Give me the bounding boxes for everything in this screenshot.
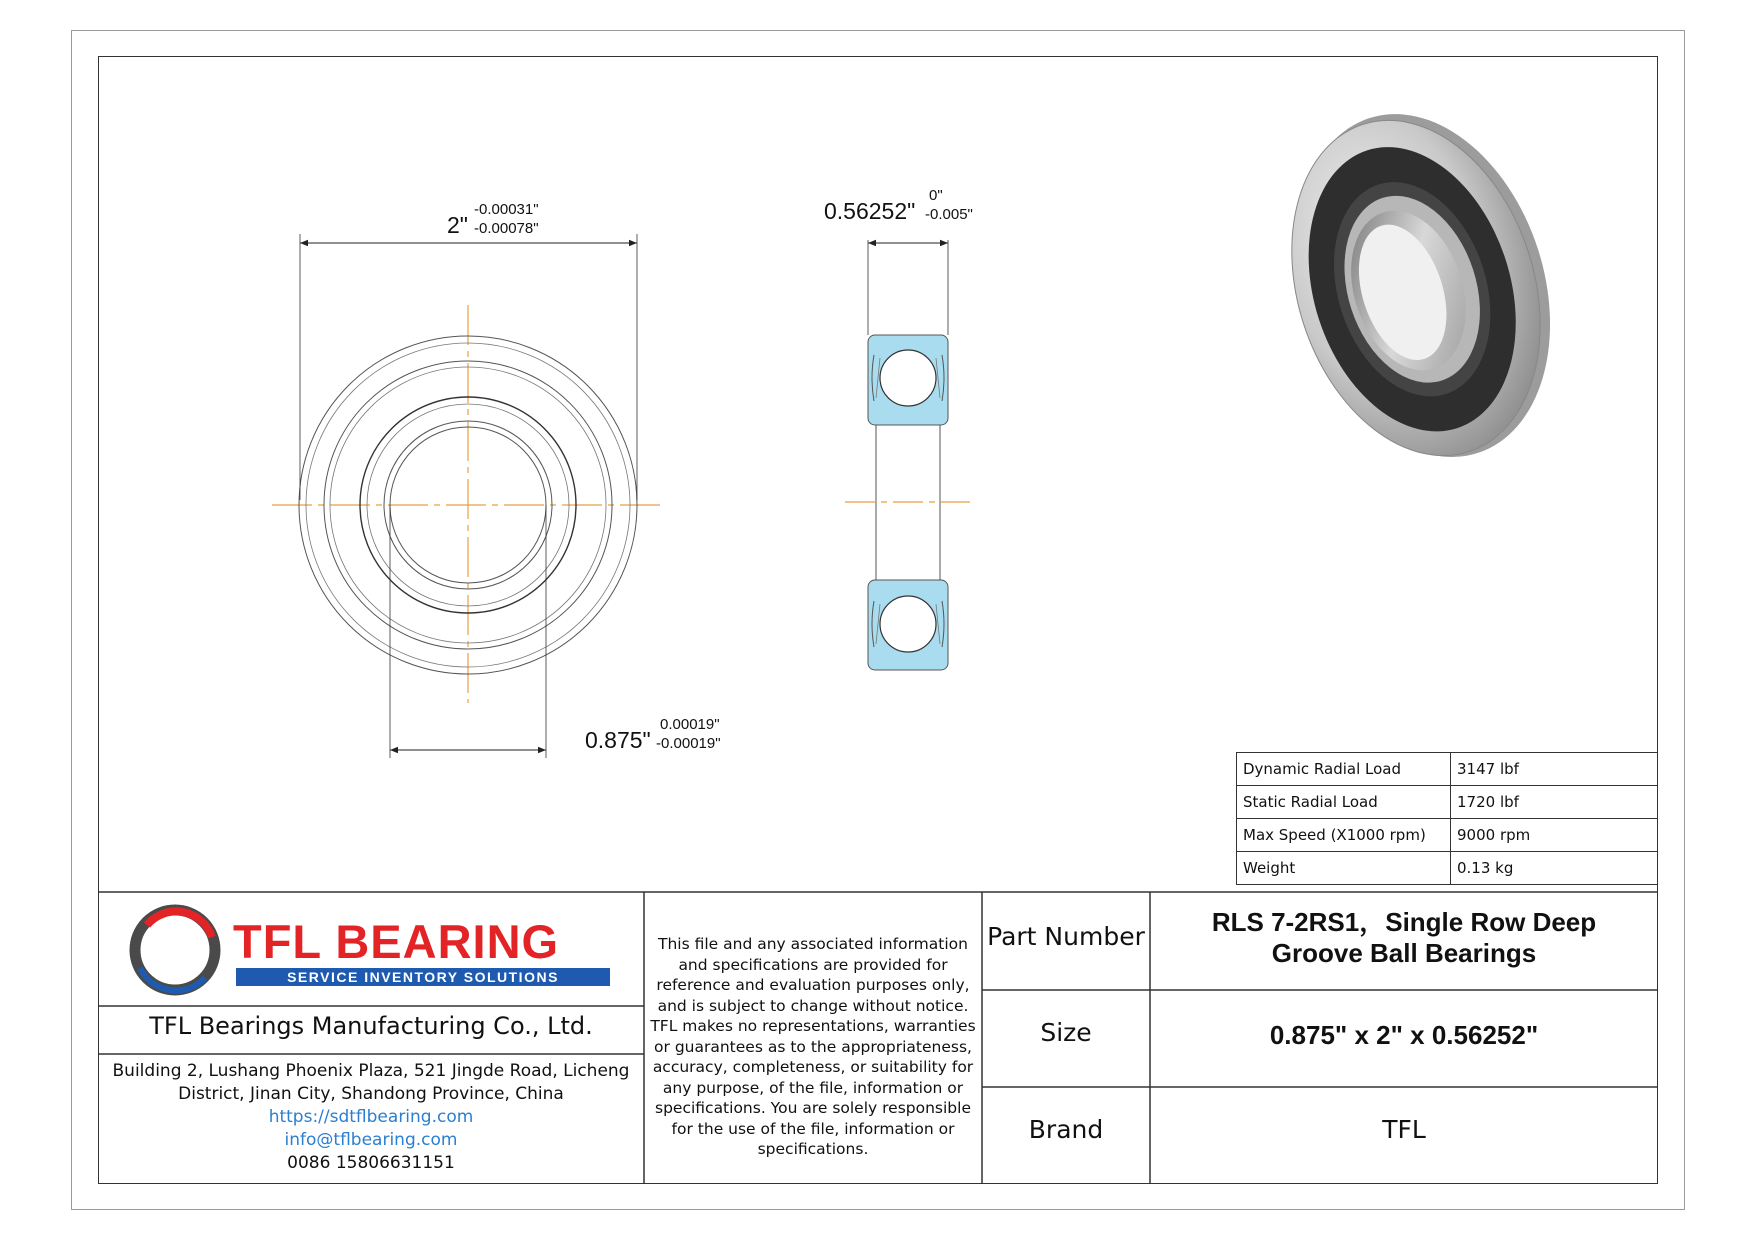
address-line-1: Building 2, Lushang Phoenix Plaza, 521 Jingde Road, Licheng — [112, 1061, 630, 1081]
disclaimer-line: This file and any associated information — [658, 935, 968, 953]
company-name: TFL Bearings Manufacturing Co., Ltd. — [149, 1012, 593, 1040]
size-label: Size — [1040, 1018, 1092, 1047]
bore-tol-upper: 0.00019" — [660, 716, 720, 733]
od-tol-lower: -0.00078" — [474, 220, 539, 237]
website-link[interactable]: https://sdtflbearing.com — [268, 1107, 474, 1127]
address-line-2: District, Jinan City, Shandong Province, China — [178, 1084, 564, 1104]
spec-label: Weight — [1237, 852, 1451, 885]
disclaimer-line: and specifications are provided for — [678, 955, 948, 974]
disclaimer-line: specifications. You are solely responsible — [655, 1099, 971, 1117]
specs-table — [1236, 752, 1658, 885]
width-tol-upper: 0" — [929, 187, 943, 204]
disclaimer-line: reference and evaluation purposes only, — [656, 976, 970, 994]
brand-value: TFL — [1382, 1115, 1426, 1144]
spec-value: 1720 lbf — [1451, 786, 1658, 819]
spec-row — [1237, 786, 1658, 819]
od-value: 2" — [447, 212, 468, 238]
spec-value: 0.13 kg — [1451, 852, 1658, 885]
front-view — [272, 234, 665, 758]
spec-value: 3147 lbf — [1451, 753, 1658, 786]
disclaimer-line: for the use of the file, information or — [671, 1119, 955, 1138]
section-view — [845, 240, 970, 670]
brand-label: Brand — [1028, 1115, 1104, 1144]
disclaimer-line: or guarantees as to the appropriateness, — [654, 1037, 972, 1056]
part-number-value — [1150, 907, 1658, 969]
bore-tol-lower: -0.00019" — [656, 735, 721, 752]
disclaimer — [644, 934, 982, 1160]
width-value: 0.56252" — [824, 198, 916, 224]
size-value: 0.875" x 2" x 0.56252" — [1269, 1020, 1539, 1050]
disclaimer-line: any purpose, of the file, information or — [662, 1078, 964, 1097]
spec-label: Static Radial Load — [1237, 786, 1451, 819]
logo-ring-icon — [135, 910, 215, 990]
part-number-label: Part Number — [987, 922, 1145, 951]
bore-value: 0.875" — [585, 727, 651, 753]
disclaimer-line: and is subject to change without notice. — [657, 996, 969, 1015]
spec-row — [1237, 819, 1658, 852]
phone-number: 0086 15806631151 — [287, 1153, 455, 1173]
part-number-line-1: RLS 7-2RS1，Single Row Deep — [1211, 907, 1597, 937]
disclaimer-line: accuracy, completeness, or suitability for — [652, 1058, 974, 1076]
width-tol-lower: -0.005" — [925, 206, 973, 223]
spec-row — [1237, 753, 1658, 786]
spec-label: Max Speed (X1000 rpm) — [1237, 819, 1451, 852]
od-tol-upper: -0.00031" — [474, 201, 539, 218]
company-name-cell — [98, 1012, 644, 1040]
logo-wordmark: TFL BEARING — [233, 915, 560, 968]
email-link[interactable]: info@tflbearing.com — [284, 1130, 458, 1150]
spec-row — [1237, 852, 1658, 885]
bottom-ball — [880, 596, 936, 652]
part-number-line-2: Groove Ball Bearings — [1271, 938, 1537, 968]
bearing-3d-render — [1249, 81, 1592, 492]
disclaimer-line: specifications. — [757, 1140, 869, 1158]
spec-label: Dynamic Radial Load — [1237, 753, 1451, 786]
top-ball — [880, 350, 936, 406]
company-contact — [98, 1060, 644, 1175]
logo-tagline: SERVICE INVENTORY SOLUTIONS — [236, 968, 610, 986]
spec-value: 9000 rpm — [1451, 819, 1658, 852]
disclaimer-line: TFL makes no representations, warranties — [650, 1017, 976, 1035]
